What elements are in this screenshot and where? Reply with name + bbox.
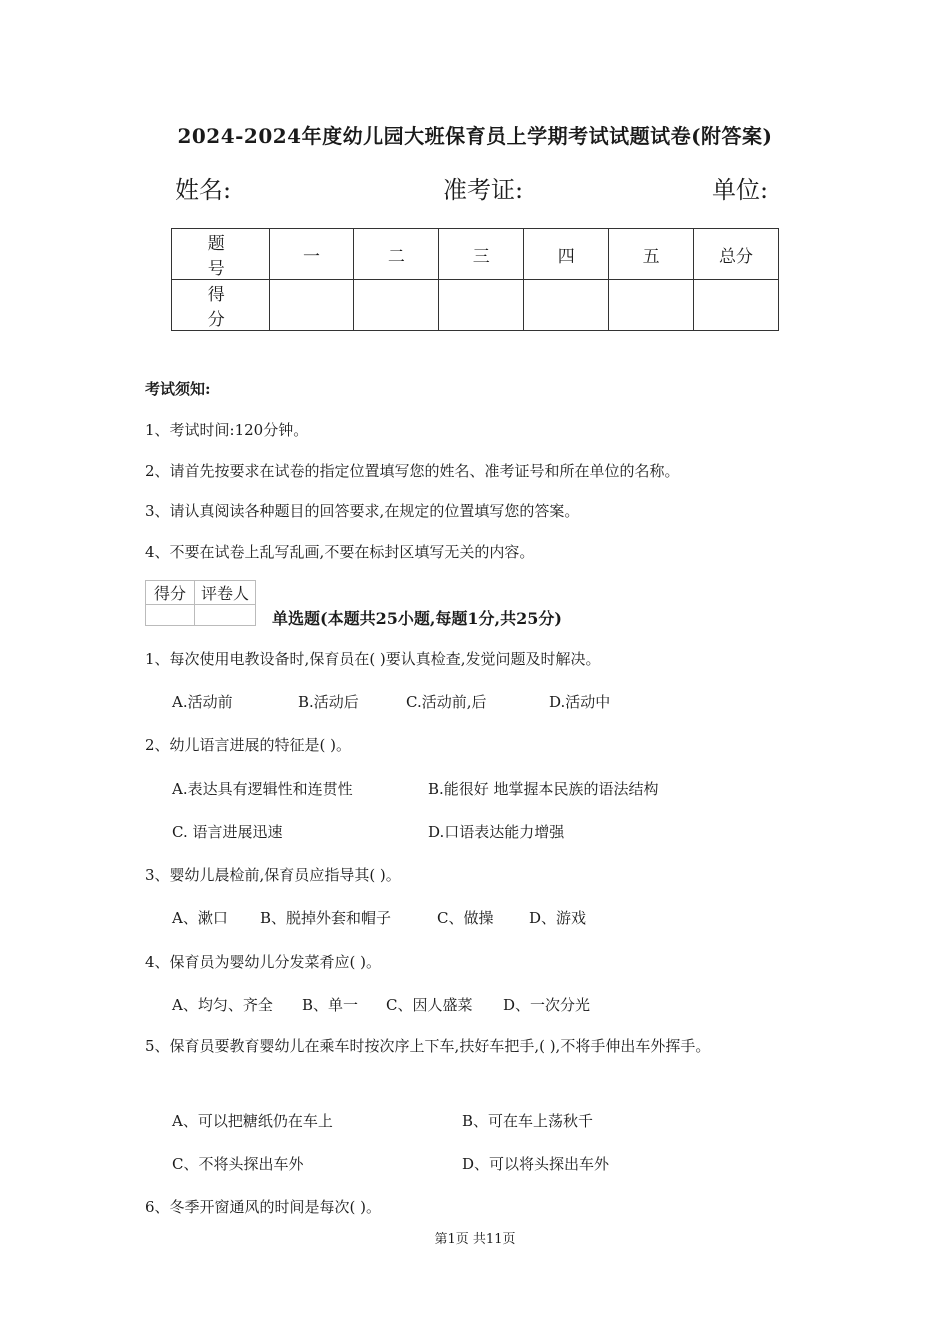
section-title: 单选题(本题共25小题,每题1分,共25分) <box>272 609 562 628</box>
q3-option-c[interactable]: C、做操 <box>437 909 494 927</box>
question-6: 6、冬季开窗通风的时间是每次( )。 <box>145 1198 382 1216</box>
question-2: 2、幼儿语言进展的特征是( )。 <box>145 736 352 754</box>
grader-score-label: 得分 <box>146 581 195 605</box>
score-col-total: 总分 <box>694 229 779 280</box>
q2-option-d[interactable]: D.口语表达能力增强 <box>428 823 565 841</box>
page-title: 2024-2024年度幼儿园大班保育员上学期考试试题试卷(附答案) <box>177 124 773 148</box>
score-table-header-row <box>172 229 779 280</box>
score-col-2: 二 <box>354 229 439 280</box>
q3-option-b[interactable]: B、脱掉外套和帽子 <box>260 909 392 927</box>
score-cell[interactable] <box>609 280 694 331</box>
q1-option-d[interactable]: D.活动中 <box>549 693 611 711</box>
notice-item: 4、不要在试卷上乱写乱画,不要在标封区填写无关的内容。 <box>145 543 535 561</box>
q4-option-a[interactable]: A、均匀、齐全 <box>172 996 273 1014</box>
q1-option-b[interactable]: B.活动后 <box>298 693 359 711</box>
score-table-score-row <box>172 280 779 331</box>
q4-option-b[interactable]: B、单一 <box>302 996 359 1014</box>
page-footer: 第1页 共11页 <box>434 1232 516 1247</box>
score-cell[interactable] <box>694 280 779 331</box>
grader-score-cell[interactable] <box>146 605 195 626</box>
q5-option-a[interactable]: A、可以把糖纸仍在车上 <box>172 1112 333 1130</box>
grader-reviewer-cell[interactable] <box>195 605 256 626</box>
score-cell[interactable] <box>439 280 524 331</box>
q5-option-c[interactable]: C、不将头探出车外 <box>172 1155 304 1173</box>
score-col-4: 四 <box>524 229 609 280</box>
q1-option-a[interactable]: A.活动前 <box>172 693 233 711</box>
notice-item: 3、请认真阅读各种题目的回答要求,在规定的位置填写您的答案。 <box>145 502 580 520</box>
unit-field-label: 单位: <box>712 176 769 204</box>
candidate-fields <box>0 168 950 204</box>
q2-option-b[interactable]: B.能很好 地掌握本民族的语法结构 <box>428 780 659 798</box>
grader-reviewer-label: 评卷人 <box>195 581 256 605</box>
question-5: 5、保育员要教育婴幼儿在乘车时按次序上下车,扶好车把手,( ),不将手伸出车外挥手。 <box>145 1037 711 1055</box>
q2-option-a[interactable]: A.表达具有逻辑性和连贯性 <box>172 780 353 798</box>
score-col-3: 三 <box>439 229 524 280</box>
notice-item: 2、请首先按要求在试卷的指定位置填写您的姓名、准考证号和所在单位的名称。 <box>145 462 680 480</box>
q3-option-a[interactable]: A、漱口 <box>172 909 228 927</box>
question-number-header: 题 号 <box>172 229 270 280</box>
q2-option-c[interactable]: C. 语言进展迅速 <box>172 823 283 841</box>
q5-option-b[interactable]: B、可在车上荡秋千 <box>462 1112 594 1130</box>
score-cell[interactable] <box>269 280 354 331</box>
q4-option-d[interactable]: D、一次分光 <box>503 996 591 1014</box>
grader-box <box>145 580 256 626</box>
score-table <box>171 228 779 331</box>
score-cell[interactable] <box>354 280 439 331</box>
score-col-5: 五 <box>609 229 694 280</box>
name-field-label: 姓名: <box>175 176 232 204</box>
notice-item: 1、考试时间:120分钟。 <box>145 421 309 439</box>
q5-option-d[interactable]: D、可以将头探出车外 <box>462 1155 610 1173</box>
q4-option-c[interactable]: C、因人盛菜 <box>386 996 473 1014</box>
q1-option-c[interactable]: C.活动前,后 <box>406 693 487 711</box>
notice-title: 考试须知: <box>145 380 211 398</box>
score-cell[interactable] <box>524 280 609 331</box>
question-1: 1、每次使用电教设备时,保育员在( )要认真检查,发觉问题及时解决。 <box>145 650 601 668</box>
score-col-1: 一 <box>269 229 354 280</box>
question-3: 3、婴幼儿晨检前,保育员应指导其( )。 <box>145 866 401 884</box>
exam-id-field-label: 准考证: <box>443 176 524 204</box>
q3-option-d[interactable]: D、游戏 <box>529 909 587 927</box>
question-4: 4、保育员为婴幼儿分发菜肴应( )。 <box>145 953 382 971</box>
score-row-header: 得 分 <box>172 280 270 331</box>
